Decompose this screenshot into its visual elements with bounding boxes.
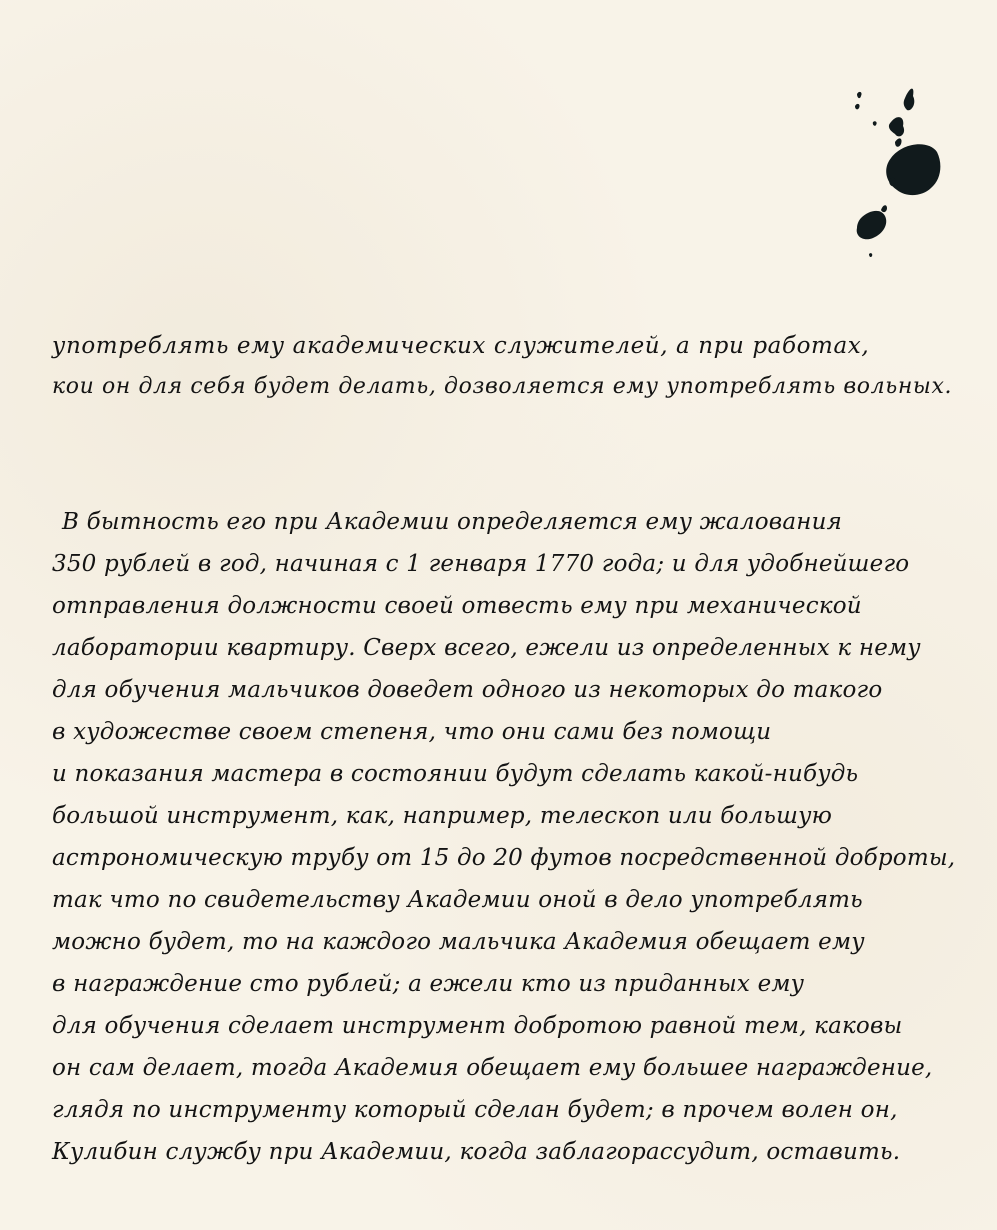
text-line: для обучения сделает инструмент добротою равной тем, каковы bbox=[52, 1013, 903, 1039]
text-line: кои он для себя будет делать, дозволяется ему употреблять вольных. bbox=[52, 374, 953, 399]
text-line: он сам делает, тогда Академия обещает ему большее награждение, bbox=[52, 1055, 933, 1081]
text-line: Кулибин службу при Академии, когда заблагорассудит, оставить. bbox=[52, 1139, 901, 1165]
text-line: для обучения мальчиков доведет одного из некоторых до такого bbox=[52, 677, 883, 703]
text-line: 350 рублей в год, начиная с 1 генваря 1770 года; и для удобнейшего bbox=[52, 551, 910, 577]
text-line: астрономическую трубу от 15 до 20 футов посредственной доброты, bbox=[52, 845, 956, 871]
text-line: большой инструмент, как, например, телескоп или большую bbox=[52, 803, 833, 829]
text-line: и показания мастера в состоянии будут сделать какой-нибудь bbox=[52, 761, 859, 787]
text-line: можно будет, то на каждого мальчика Академия обещает ему bbox=[52, 929, 865, 955]
text-line: в художестве своем степеня, что они сами без помощи bbox=[52, 719, 772, 745]
text-line: В бытность его при Академии определяется ему жалования bbox=[62, 509, 843, 535]
ink-blot bbox=[845, 70, 945, 270]
text-line: употреблять ему академических служителей, а при работах, bbox=[52, 333, 870, 359]
text-line: отправления должности своей отвесть ему при механической bbox=[52, 593, 862, 619]
text-line: в награждение сто рублей; а ежели кто из приданных ему bbox=[52, 971, 805, 997]
text-line: глядя по инструменту который сделан будет; в прочем волен он, bbox=[52, 1097, 898, 1123]
text-line: так что по свидетельству Академии оной в дело употреблять bbox=[52, 887, 863, 913]
text-line: лаборатории квартиру. Сверх всего, ежели из определенных к нему bbox=[52, 635, 921, 661]
